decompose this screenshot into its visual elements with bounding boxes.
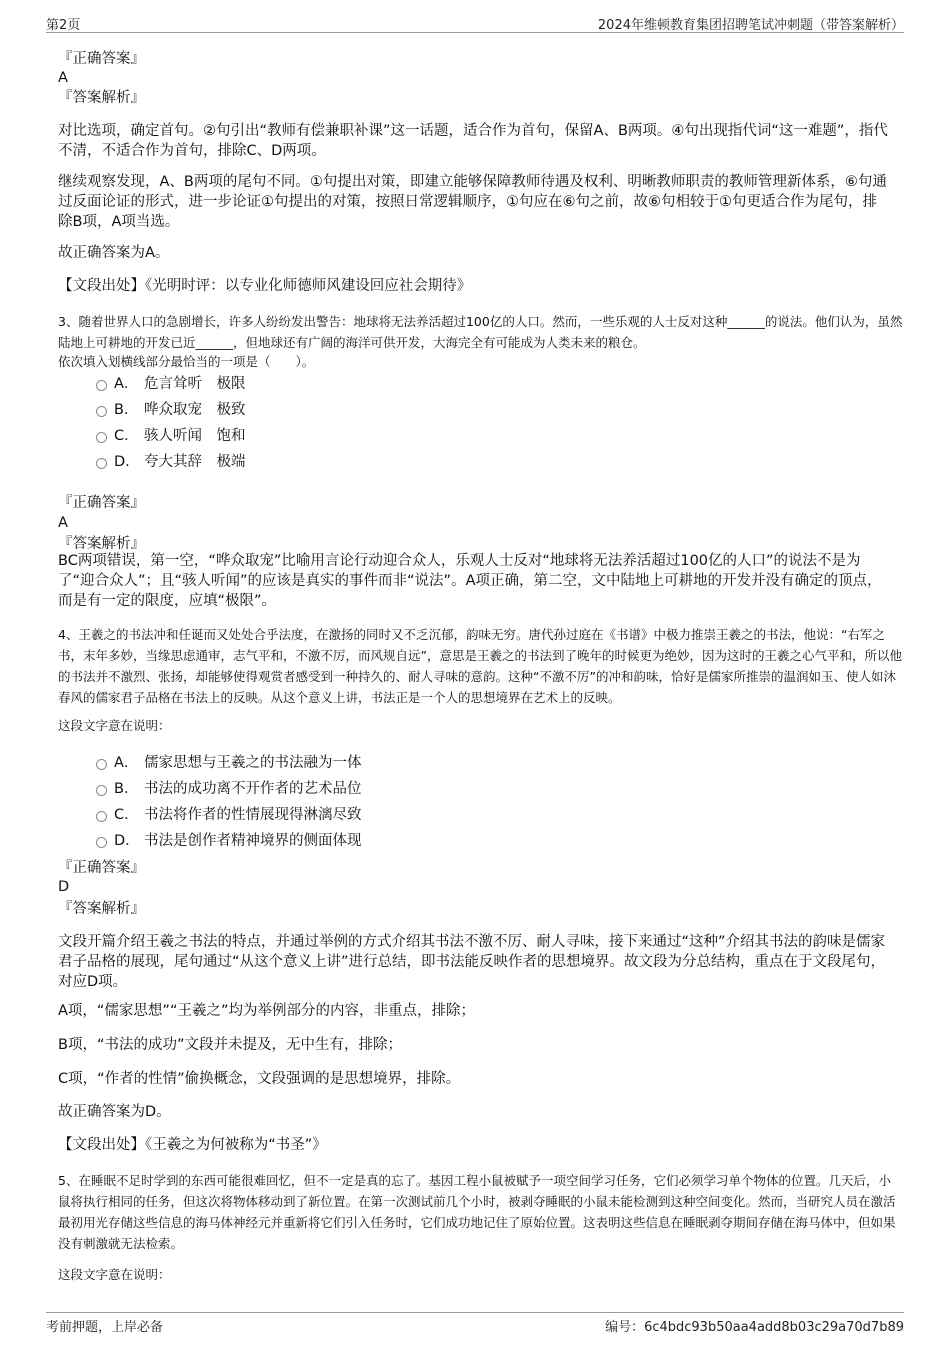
option-text: 书法将作者的性情展现得淋漓尽致 bbox=[144, 807, 362, 823]
q3-answer-label: 『正确答案』 bbox=[58, 495, 145, 511]
q4-analysis-p1: 文段开篇介绍王羲之书法的特点，并通过举例的方式介绍其书法不激不厉、耐人寻味，接下来通过“这种”介绍其书法的韵味是儒家君子品格的展现，尾句通过“从这个意义上讲”进行总结，即书法能反映作者的思想境界。故文段为分总结构，重点在于文段尾句，对应D项。 bbox=[58, 934, 886, 990]
q4-stem: 4、王羲之的书法冲和任诞而又处处合乎法度，在激扬的同时又不乏沉郁，韵味无穷。唐代孙过庭在《书谱》中极力推崇王羲之的书法，他说：“右军之书，末年多妙，当缘思虑通审，志气平和，不激不厉，而风规自远”，意思是王羲之的书法到了晚年的时候更为绝妙，因为这时的王羲之心气平和，所以他的书法并不激烈、张扬，却能够使得观赏者感受到一种持久的、耐人寻味的意韵。这种“不激不厉”的冲和韵味，恰好是儒家所推崇的温润如玉、使人如沐春风的儒家君子品格在书法上的反映。从这个意义上讲，书法正是一个人的思想境界在艺术上的反映。 bbox=[58, 627, 902, 705]
q3-stem: 3、随着世界人口的急剧增长，许多人纷纷发出警告：地球将无法养活超过100亿的人口。然而，一些乐观的人士反对这种______的说法。他们认为，虽然陆地上可耕地的开发已近______，但地球还有广阔的海洋可供开发，大海完全有可能成为人类未来的粮仓。 bbox=[58, 314, 903, 350]
option-letter: D． bbox=[114, 454, 140, 470]
radio-button[interactable] bbox=[96, 811, 107, 822]
radio-button[interactable] bbox=[96, 759, 107, 770]
prev-analysis-p2: 继续观察发现，A、B两项的尾句不同。①句提出对策，即建立能够保障教师待遇及权利、明晰教师职责的教师管理新体系，⑥句通过反面论证的形式，进一步论证①句提出的对策，按照日常逻辑顺序，①句应在⑥句之前，故⑥句相较于①句更适合作为尾句，排除B项，A项当选。 bbox=[58, 174, 887, 230]
footer-slogan: 考前押题，上岸必备 bbox=[46, 1320, 164, 1335]
q3-prompt: 依次填入划横线部分最恰当的一项是（ ）。 bbox=[58, 354, 315, 369]
radio-button[interactable] bbox=[96, 837, 107, 848]
option-text: 骇人听闻 饱和 bbox=[144, 428, 246, 444]
radio-button[interactable] bbox=[96, 785, 107, 796]
q4-prompt: 这段文字意在说明： bbox=[58, 718, 171, 733]
q3-analysis: BC两项错误，第一空，“哗众取宠”比喻用言论行动迎合众人，乐观人士反对“地球将无法养活超过100亿的人口”的说法不是为了“迎合众人”；且“骇人听闻”的应该是真实的事件而非“说法”。A项正确，第二空，文中陆地上可耕地的开发并没有确定的顶点，而是有一定的限度，应填“极限”。 bbox=[58, 553, 882, 609]
q4-analysis-c: C项，“作者的性情”偷换概念，文段强调的是思想境界，排除。 bbox=[58, 1071, 461, 1087]
option-text: 书法的成功离不开作者的艺术品位 bbox=[144, 781, 362, 797]
document-title: 2024年维顿教育集团招聘笔试冲刺题（带答案解析） bbox=[597, 18, 904, 33]
footer-code: 编号：6c4bdc93b50aa4add8b03c29a70d7b89 bbox=[605, 1320, 904, 1335]
prev-source: 【文段出处】《光明时评：以专业化师德师风建设回应社会期待》 bbox=[58, 278, 472, 294]
q5-prompt: 这段文字意在说明： bbox=[58, 1267, 171, 1282]
option-text: 夸大其辞 极端 bbox=[144, 454, 246, 470]
prev-conclusion: 故正确答案为A。 bbox=[58, 245, 170, 261]
prev-answer: A bbox=[58, 70, 68, 86]
option-text: 书法是创作者精神境界的侧面体现 bbox=[144, 833, 362, 849]
option-text: 哗众取宠 极致 bbox=[144, 402, 246, 418]
option-text: 儒家思想与王羲之的书法融为一体 bbox=[144, 755, 362, 771]
radio-button[interactable] bbox=[96, 380, 107, 391]
option-letter: A． bbox=[114, 755, 139, 771]
q3-analysis-label: 『答案解析』 bbox=[58, 536, 145, 552]
option-letter: C． bbox=[114, 428, 139, 444]
page-header bbox=[46, 12, 904, 33]
q4-analysis-b: B项，“书法的成功”文段并未提及，无中生有，排除； bbox=[58, 1037, 402, 1053]
q4-analysis-label: 『答案解析』 bbox=[58, 901, 145, 917]
radio-button[interactable] bbox=[96, 432, 107, 443]
prev-answer-label: 『正确答案』 bbox=[58, 51, 145, 67]
option-letter: A． bbox=[114, 376, 139, 392]
radio-button[interactable] bbox=[96, 458, 107, 469]
option-text: 危言耸听 极限 bbox=[144, 376, 246, 392]
prev-analysis-label: 『答案解析』 bbox=[58, 90, 145, 106]
option-letter: D． bbox=[114, 833, 140, 849]
q4-analysis-a: A项，“儒家思想”“王羲之”均为举例部分的内容，非重点，排除； bbox=[58, 1003, 475, 1019]
q5-stem: 5、在睡眠不足时学到的东西可能很难回忆，但不一定是真的忘了。基因工程小鼠被赋予一项空间学习任务，它们必须学习单个物体的位置。几天后，小鼠将执行相同的任务，但这次将物体移动到了新位置。在第一次测试前几个小时，被剥夺睡眠的小鼠未能检测到这种空间变化。然而，当研究人员在激活最初用光存储这些信息的海马体神经元并重新将它们引入任务时，它们成功地记住了原始位置。这表明这些信息在睡眠剥夺期间存储在海马体中，但如果没有刺激就无法检索。 bbox=[58, 1173, 896, 1251]
page-number: 第2页 bbox=[46, 18, 81, 33]
q4-source: 【文段出处】《王羲之为何被称为“书圣”》 bbox=[58, 1137, 327, 1153]
prev-analysis-p1: 对比选项，确定首句。②句引出“教师有偿兼职补课”这一话题，适合作为首句，保留A、B两项。④句出现指代词“这一难题”，指代不清，不适合作为首句，排除C、D两项。 bbox=[58, 123, 888, 159]
q4-conclusion: 故正确答案为D。 bbox=[58, 1104, 171, 1120]
radio-button[interactable] bbox=[96, 406, 107, 417]
page-footer bbox=[46, 1312, 904, 1337]
q4-answer: D bbox=[58, 879, 70, 895]
q4-answer-label: 『正确答案』 bbox=[58, 860, 145, 876]
option-letter: C． bbox=[114, 807, 139, 823]
option-letter: B． bbox=[114, 402, 139, 418]
q3-answer: A bbox=[58, 515, 68, 531]
option-letter: B． bbox=[114, 781, 139, 797]
